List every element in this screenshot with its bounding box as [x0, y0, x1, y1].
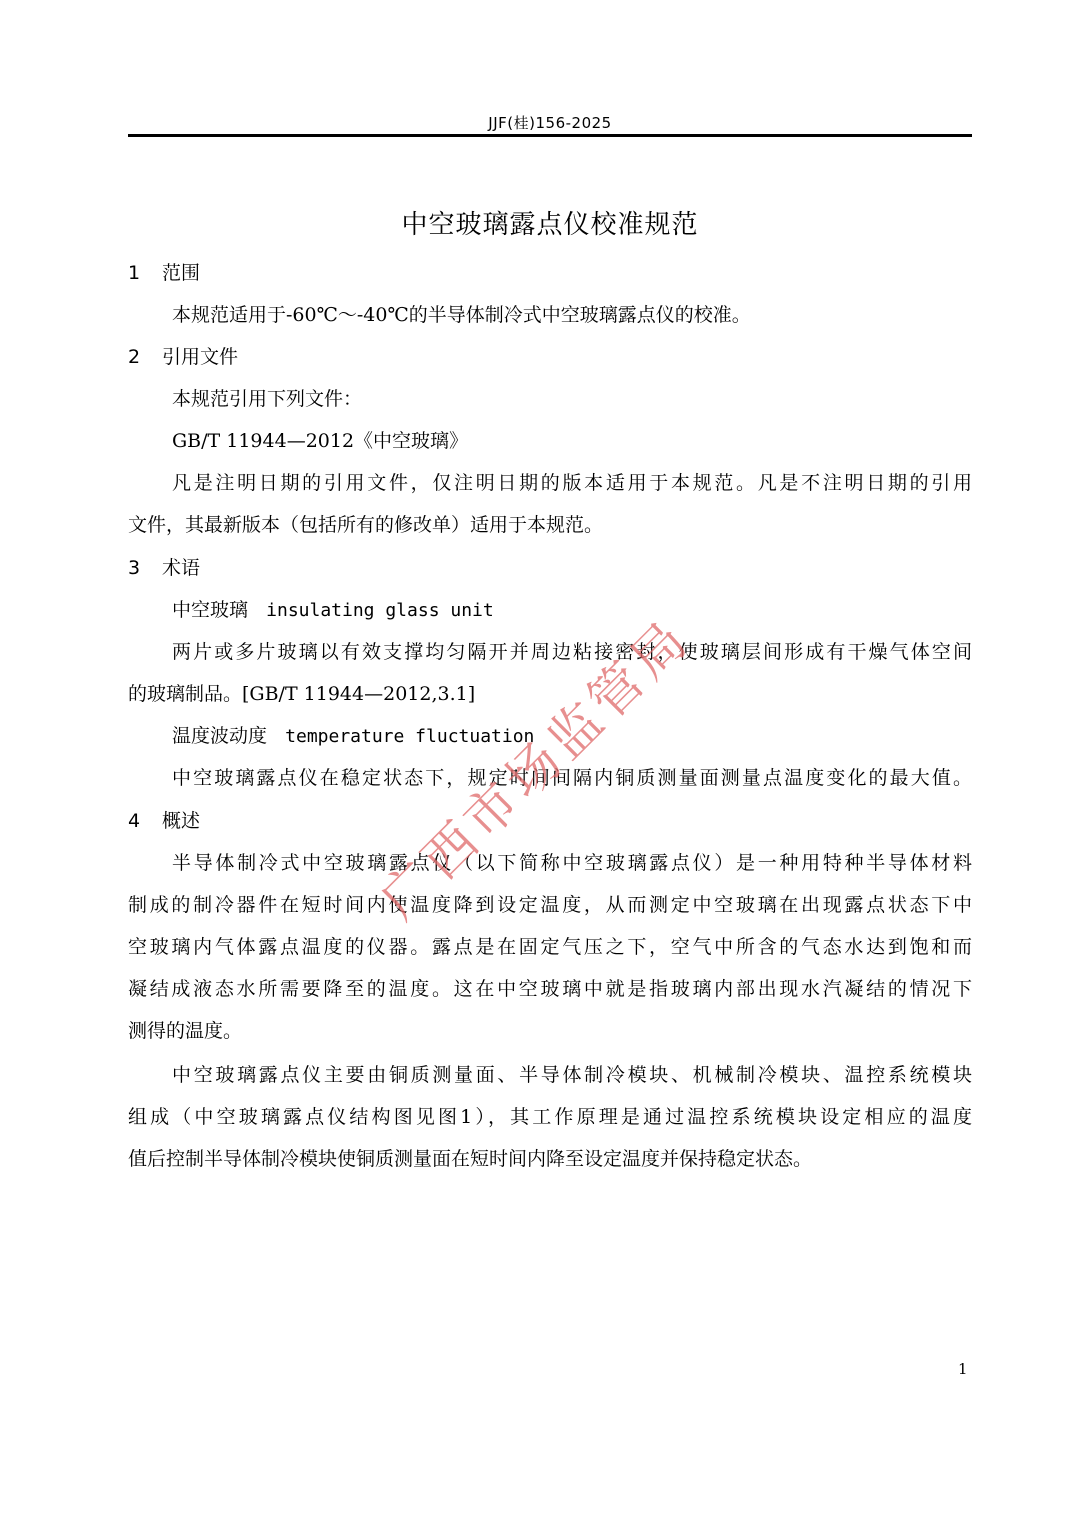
section-number: 3	[128, 557, 141, 579]
term-zh: 中空玻璃	[172, 599, 249, 621]
term-line	[172, 595, 972, 626]
watermark-char: 局	[619, 611, 699, 691]
term-en: insulating glass unit	[266, 600, 494, 621]
section-number: 1	[128, 262, 141, 284]
body-line: 本规范引用下列文件：	[172, 388, 363, 410]
section-title: 范围	[162, 262, 201, 284]
term-definition-line: 的玻璃制品。[GB/T 11944—2012,3.1]	[128, 683, 476, 705]
body-line: 凡是注明日期的引用文件，仅注明日期的版本适用于本规范。凡是不注明日期的引用	[172, 472, 972, 494]
header-rule	[128, 134, 972, 137]
section-title: 引用文件	[162, 346, 239, 368]
section-heading-2	[128, 342, 972, 372]
term-definition-line: 两片或多片玻璃以有效支撑均匀隔开并周边粘接密封，使玻璃层间形成有干燥气体空间	[172, 641, 972, 663]
section-number: 2	[128, 346, 141, 368]
section-heading-3	[128, 553, 972, 583]
watermark-char: 广	[369, 851, 449, 931]
document-title: 中空玻璃露点仪校准规范	[401, 210, 699, 240]
section-heading-1	[128, 258, 972, 288]
body-line: 测得的温度。	[128, 1020, 243, 1042]
section-heading-4	[128, 806, 972, 836]
header-doc-code: JJF(桂)156-2025	[488, 114, 612, 132]
section-title: 概述	[162, 810, 201, 832]
body-line: 文件，其最新版本（包括所有的修改单）适用于本规范。	[128, 514, 604, 536]
body-line: 空玻璃内气体露点温度的仪器。露点是在固定气压之下，空气中所含的气态水达到饱和而	[128, 936, 972, 958]
body-line: 中空玻璃露点仪主要由铜质测量面、半导体制冷模块、机械制冷模块、温控系统模块	[172, 1064, 972, 1086]
body-line: 制成的制冷器件在短时间内使温度降到设定温度，从而测定中空玻璃在出现露点状态下中	[128, 894, 972, 916]
body-line: 组成（中空玻璃露点仪结构图见图1），其工作原理是通过温控系统模块设定相应的温度	[128, 1106, 972, 1128]
term-en: temperature fluctuation	[285, 726, 535, 747]
watermark-char: 西	[410, 811, 491, 891]
body-line: 半导体制冷式中空玻璃露点仪（以下简称中空玻璃露点仪）是一种用特种半导体材料	[172, 852, 972, 874]
watermark-char: 场	[494, 731, 574, 811]
page-number: 1	[958, 1360, 968, 1378]
reference-line: GB/T 11944—2012《中空玻璃》	[172, 430, 469, 452]
body-line: 本规范适用于-60℃～-40℃的半导体制冷式中空玻璃露点仪的校准。	[172, 304, 751, 326]
section-title: 术语	[162, 557, 201, 579]
watermark-char: 管	[577, 651, 657, 731]
section-number: 4	[128, 810, 141, 832]
body-line: 值后控制半导体制冷模块使铜质测量面在短时间内降至设定温度并保持稳定状态。	[128, 1148, 813, 1170]
watermark-char: 监	[535, 691, 616, 771]
body-line: 凝结成液态水所需要降至的温度。这在中空玻璃中就是指玻璃内部出现水汽凝结的情况下	[128, 978, 972, 1000]
term-definition-line: 中空玻璃露点仪在稳定状态下，规定时间间隔内铜质测量面测量点温度变化的最大值。	[172, 767, 972, 789]
term-zh: 温度波动度	[172, 725, 268, 747]
term-line	[172, 721, 972, 752]
watermark-char: 市	[452, 771, 532, 851]
